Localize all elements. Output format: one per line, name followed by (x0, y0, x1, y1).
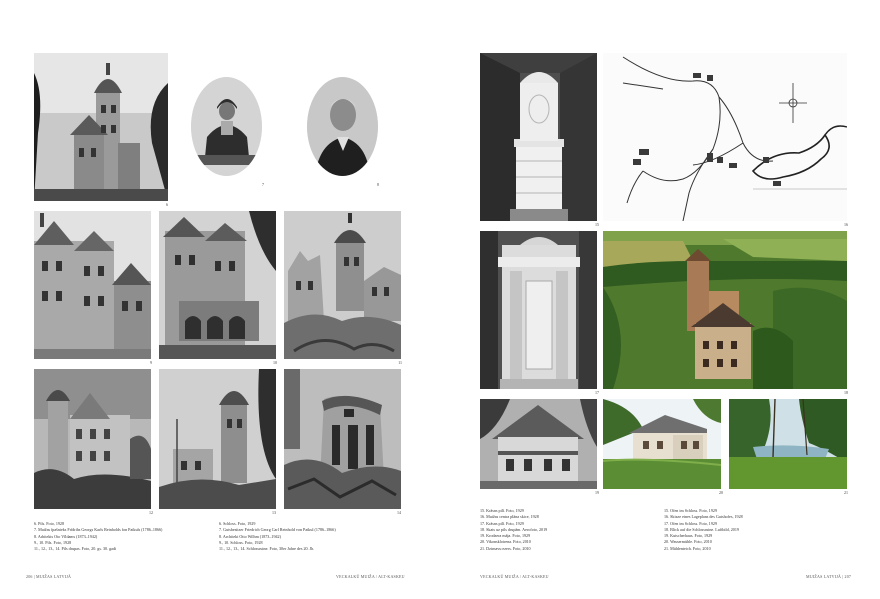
portrait-patkul (191, 77, 262, 176)
figure-number: 19 (595, 490, 599, 495)
caption-line: 19. Kutscherhaus. Foto, 1929 (664, 533, 713, 539)
captions-german (219, 521, 336, 552)
page-footer-right: MUIŽAS LATVIJĀ | 207 (806, 574, 852, 579)
captions-latvian (34, 521, 162, 552)
caption-line: 7. Muižas īpašnieks Frīdrihs Georgs Karls Reinholds fon Patkuls (1786–1866) (34, 527, 163, 533)
figure-number: 11 (398, 360, 402, 365)
page-footer-running-head-right: VECKALKŪ MUIŽA / ALT-KASKEU (480, 574, 549, 579)
caption-line: 20. Wassermühle. Foto, 2010 (664, 539, 712, 545)
photo-stove-2 (480, 231, 597, 389)
photo-ruin-4 (284, 369, 401, 509)
figure-number: 15 (595, 222, 599, 227)
portrait-architect (307, 77, 378, 176)
figure-number: 16 (844, 222, 848, 227)
caption-line: 8. Architekt Otto Wilhm (1873–1942) (219, 533, 281, 539)
caption-line: 19. Krodzera māja. Foto, 1929 (480, 533, 531, 539)
figure-number: 18 (844, 390, 848, 395)
map-estate-plan-sketch (603, 53, 847, 221)
photo-coach-house (480, 399, 597, 489)
figure-number: 9 (150, 360, 152, 365)
caption-line: 21. Dzirnavu ezers. Foto, 2010 (480, 545, 531, 551)
figure-number: 21 (844, 490, 848, 495)
photo-ruin-3 (159, 369, 276, 509)
captions-latvian-right (480, 508, 547, 552)
figure-number: 8 (377, 182, 379, 187)
photo-aerial-ruin-2019 (603, 231, 847, 389)
page-footer-left: 206 | MUIŽAS LATVIJĀ (26, 574, 72, 579)
caption-line: 6. Schloss. Foto, 1929 (219, 521, 256, 526)
caption-line: 18. Blick auf die Schlossruine. Luftbild, 2019 (664, 526, 739, 532)
figure-number: 17 (595, 390, 599, 395)
figure-number: 14 (397, 510, 401, 515)
caption-line: 8. Arhitekts Oto Vīldams (1873–1942) (34, 533, 98, 539)
caption-line: 18. Skats uz pils drupām. Aerofoto, 2019 (480, 526, 548, 532)
figure-number: 6 (166, 202, 168, 207)
page-footer-running-head: VECKALKŪ MUIŽA / ALT-KASKEU (336, 574, 405, 579)
caption-line: 16. Muižas centra plāna skice, 1928 (480, 514, 539, 520)
figure-number: 12 (149, 510, 153, 515)
figure-number: 20 (719, 490, 723, 495)
caption-line: 17. Ofen im Schloss. Foto, 1929 (664, 520, 717, 526)
caption-line: 20. Vikonskloirena. Foto, 2010 (480, 539, 531, 545)
caption-line: 7. Gutsbesitzer Friedrich Georg Carl Reinhold von Patkul (1786–1866) (219, 527, 336, 533)
caption-line: 11., 12., 13., 14. Schlossruine. Foto, 30er Jahre des 20. Jh. (219, 546, 315, 552)
caption-line: 16. Skizze eines Lageplans des Gutshofes, 1928 (664, 514, 743, 520)
photo-water-mill (603, 399, 721, 489)
figure-number: 13 (272, 510, 276, 515)
photo-castle-1928-c (159, 211, 276, 359)
caption-line: 21. Mühlenteich. Foto, 2010 (664, 545, 711, 551)
caption-line: 17. Krāsns pilī. Foto, 1929 (480, 520, 524, 526)
photo-castle-1928-b (34, 211, 151, 359)
caption-line: 15. Krāsns pilī. Foto, 1929 (480, 508, 524, 513)
photo-ruin-2 (34, 369, 151, 509)
caption-line: 11., 12., 13., 14. Pils drupas. Foto, 20. gs. 30. gadi (34, 546, 117, 552)
figure-number: 10 (273, 360, 277, 365)
caption-line: 9., 10. Pils. Foto, 1928 (34, 539, 72, 545)
caption-line: 15. Ofen im Schloss. Foto, 1929 (664, 508, 717, 513)
photo-stove-1 (480, 53, 597, 221)
caption-line: 6. Pils. Foto, 1928 (34, 521, 65, 526)
photo-castle-1928 (34, 53, 168, 201)
figure-number: 7 (262, 182, 264, 187)
captions-german-right (664, 508, 743, 552)
caption-line: 9., 10. Schloss. Foto, 1928 (219, 539, 263, 545)
photo-ruin-1 (284, 211, 401, 359)
photo-mill-pond (729, 399, 847, 489)
